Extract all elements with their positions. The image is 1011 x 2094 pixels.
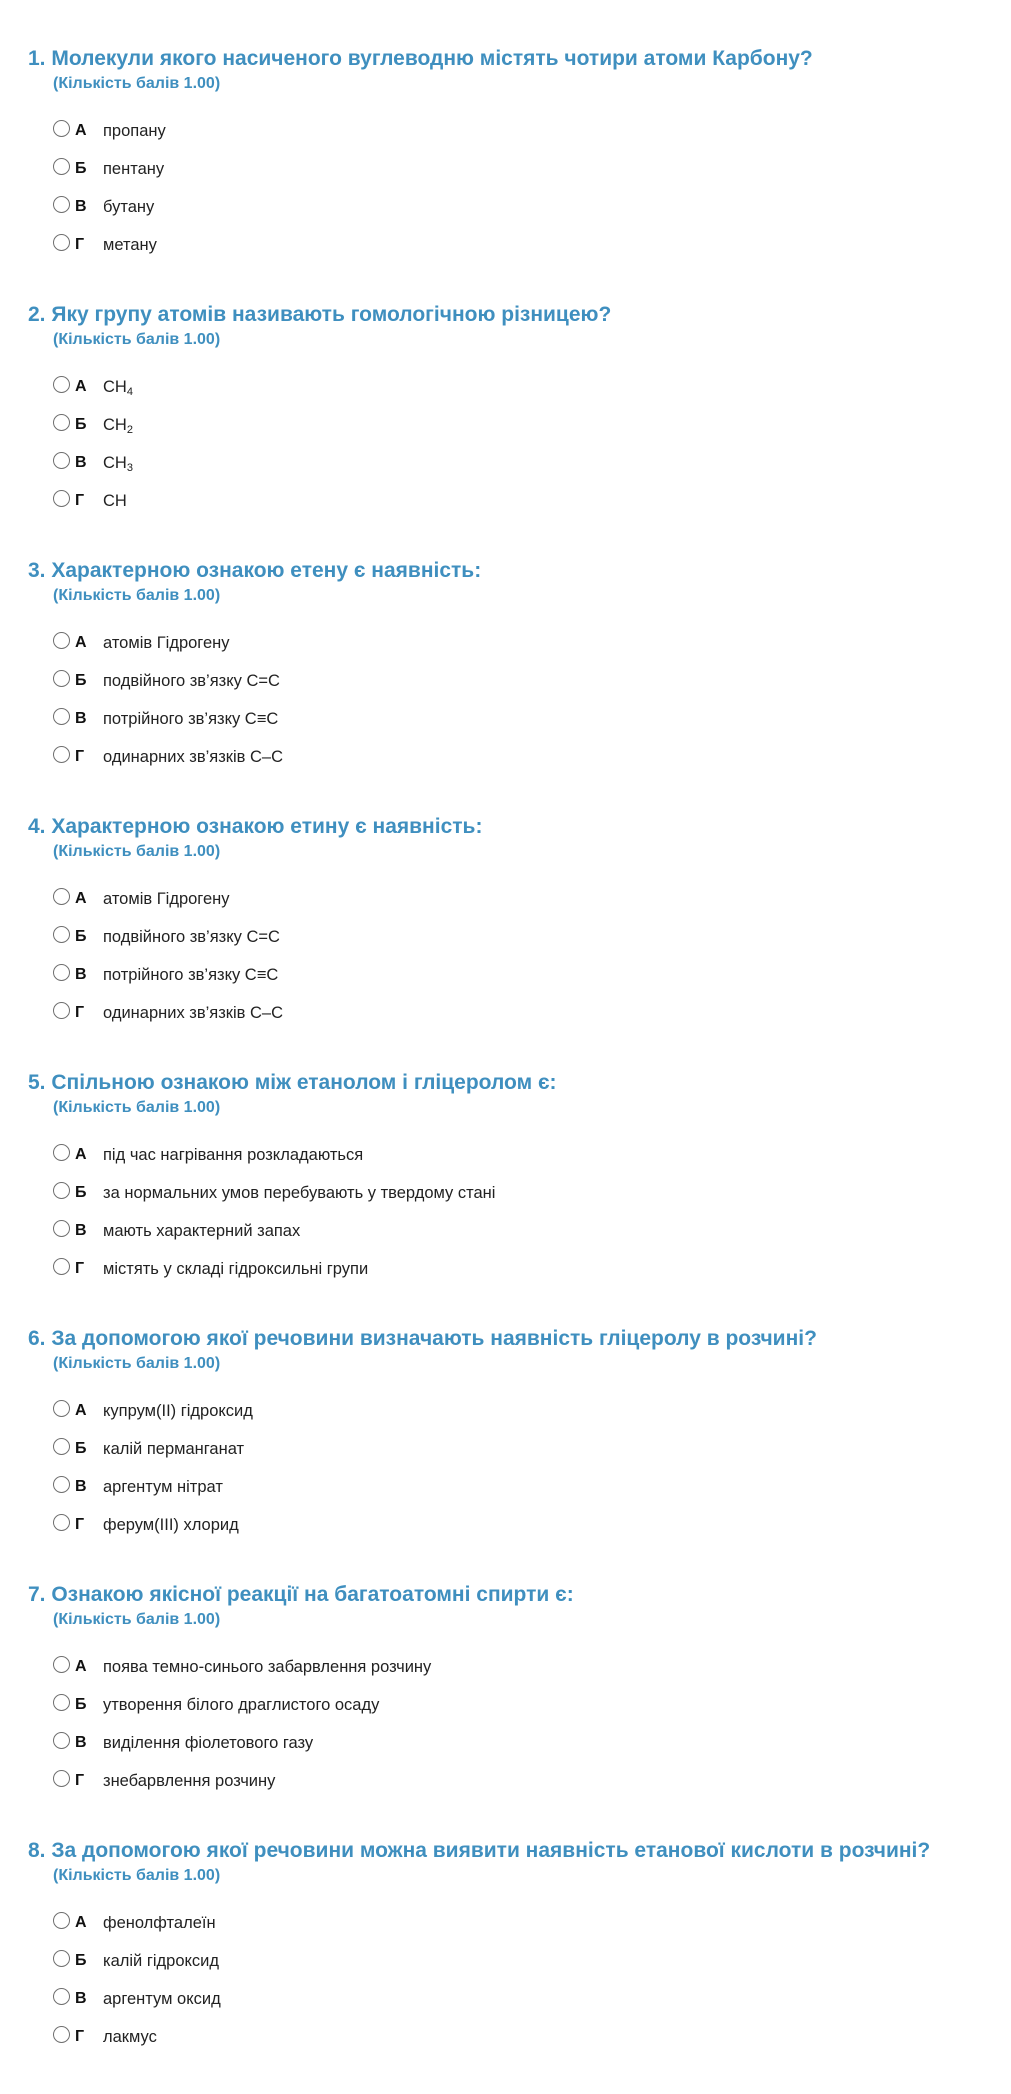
option-letter: Б <box>75 1184 87 1201</box>
answer-options <box>53 368 1011 520</box>
radio-button[interactable] <box>53 964 70 981</box>
answer-option[interactable] <box>53 1392 1011 1430</box>
option-text <box>103 492 127 511</box>
option-letter: Г <box>75 2028 85 2045</box>
answer-options <box>53 112 1011 264</box>
option-text <box>103 1952 219 1971</box>
option-text <box>103 416 133 435</box>
option-text-main: купрум(ІІ) гідроксид <box>103 1401 253 1420</box>
option-text-main: CH <box>103 415 127 434</box>
answer-option[interactable] <box>53 444 1011 482</box>
option-text-main: атомів Гідрогену <box>103 633 230 652</box>
answer-option[interactable] <box>53 1212 1011 1250</box>
radio-button[interactable] <box>53 158 70 175</box>
question-5 <box>28 1070 1011 1326</box>
option-letter: Г <box>75 1772 85 1789</box>
option-letter: А <box>75 890 87 907</box>
option-letter: Б <box>75 1440 87 1457</box>
option-text <box>103 2028 157 2047</box>
option-text-main: утворення білого драглистого осаду <box>103 1695 380 1714</box>
answer-options <box>53 1904 1011 2056</box>
radio-button[interactable] <box>53 1950 70 1967</box>
option-text-main: потрійного зв’язку С≡С <box>103 709 279 728</box>
option-text-main: лакмус <box>103 2027 157 2046</box>
option-letter: В <box>75 1222 87 1239</box>
option-text <box>103 1184 495 1203</box>
radio-button[interactable] <box>53 1732 70 1749</box>
radio-button[interactable] <box>53 2026 70 2043</box>
option-text <box>103 634 230 653</box>
answer-option[interactable] <box>53 368 1011 406</box>
option-letter: Г <box>75 492 85 509</box>
radio-button[interactable] <box>53 1656 70 1673</box>
option-text-main: містять у складі гідроксильні групи <box>103 1259 369 1278</box>
answer-options <box>53 624 1011 776</box>
option-text <box>103 748 283 767</box>
question-7 <box>28 1582 1011 1838</box>
option-letter: В <box>75 1990 87 2007</box>
question-points: (Кількість балів 1.00) <box>53 1867 221 1884</box>
radio-button[interactable] <box>53 926 70 943</box>
radio-button[interactable] <box>53 1400 70 1417</box>
radio-button[interactable] <box>53 708 70 725</box>
answer-option[interactable] <box>53 1686 1011 1724</box>
question-title: 5. Спільною ознакою між етанолом і гліцеролом є: <box>28 1071 557 1094</box>
option-text-main: подвійного зв’язку С=С <box>103 671 280 690</box>
answer-option[interactable] <box>53 1250 1011 1288</box>
answer-option[interactable] <box>53 918 1011 956</box>
answer-option[interactable] <box>53 1174 1011 1212</box>
radio-button[interactable] <box>53 1144 70 1161</box>
answer-option[interactable] <box>53 1762 1011 1800</box>
answer-option[interactable] <box>53 1468 1011 1506</box>
answer-option[interactable] <box>53 1942 1011 1980</box>
option-letter: А <box>75 378 87 395</box>
answer-option[interactable] <box>53 624 1011 662</box>
option-text-main: CH <box>103 453 127 472</box>
question-2 <box>28 302 1011 558</box>
option-letter: В <box>75 1734 87 1751</box>
radio-button[interactable] <box>53 746 70 763</box>
option-text <box>103 1772 275 1791</box>
answer-options <box>53 1648 1011 1800</box>
question-points: (Кількість балів 1.00) <box>53 1099 221 1116</box>
option-text-main: пропану <box>103 121 166 140</box>
option-text-main: знебарвлення розчину <box>103 1771 276 1790</box>
answer-option[interactable] <box>53 662 1011 700</box>
option-text-main: аргентум нітрат <box>103 1477 223 1496</box>
option-text-main: бутану <box>103 197 155 216</box>
question-3 <box>28 558 1011 814</box>
option-subscript: 4 <box>126 385 133 398</box>
radio-button[interactable] <box>53 1476 70 1493</box>
question-points: (Кількість балів 1.00) <box>53 843 221 860</box>
option-text-main: за нормальних умов перебувають у твердому стані <box>103 1183 496 1202</box>
option-text <box>103 1658 431 1677</box>
radio-button[interactable] <box>53 632 70 649</box>
answer-option[interactable] <box>53 1904 1011 1942</box>
option-subscript: 2 <box>126 423 133 436</box>
question-title: 8. За допомогою якої речовини можна виявити наявність етанової кислоти в розчині? <box>28 1839 931 1862</box>
option-letter: Б <box>75 1952 87 1969</box>
option-text-main: одинарних зв’язків С–С <box>103 747 284 766</box>
radio-button[interactable] <box>53 670 70 687</box>
answer-option[interactable] <box>53 994 1011 1032</box>
answer-options <box>53 1392 1011 1544</box>
option-text-main: фенолфталеїн <box>103 1913 216 1932</box>
answer-option[interactable] <box>53 226 1011 264</box>
radio-button[interactable] <box>53 1912 70 1929</box>
radio-button[interactable] <box>53 376 70 393</box>
option-text <box>103 1440 244 1459</box>
option-letter: Г <box>75 1260 85 1277</box>
option-text <box>103 198 154 217</box>
answer-option[interactable] <box>53 188 1011 226</box>
radio-button[interactable] <box>53 120 70 137</box>
question-title: 1. Молекули якого насиченого вуглеводню містять чотири атоми Карбону? <box>28 47 813 70</box>
option-text <box>103 1914 216 1933</box>
option-text-main: калій перманганат <box>103 1439 245 1458</box>
option-text <box>103 966 278 985</box>
answer-option[interactable] <box>53 2018 1011 2056</box>
option-text <box>103 1478 223 1497</box>
question-points: (Кількість балів 1.00) <box>53 1611 221 1628</box>
option-text <box>103 1260 368 1279</box>
radio-button[interactable] <box>53 888 70 905</box>
question-4 <box>28 814 1011 1070</box>
answer-option[interactable] <box>53 880 1011 918</box>
radio-button[interactable] <box>53 1770 70 1787</box>
option-text <box>103 928 280 947</box>
option-text-main: ферум(ІІІ) хлорид <box>103 1515 239 1534</box>
radio-button[interactable] <box>53 1182 70 1199</box>
option-text-main: поява темно-синього забарвлення розчину <box>103 1657 432 1676</box>
option-letter: В <box>75 454 87 471</box>
option-letter: В <box>75 966 87 983</box>
option-text-main: калій гідроксид <box>103 1951 220 1970</box>
radio-button[interactable] <box>53 1694 70 1711</box>
option-letter: В <box>75 1478 87 1495</box>
option-text <box>103 672 280 691</box>
option-text-main: під час нагрівання розкладаються <box>103 1145 364 1164</box>
option-letter: В <box>75 198 87 215</box>
option-text-main: потрійного зв’язку С≡С <box>103 965 279 984</box>
option-text <box>103 1990 221 2009</box>
option-letter: Г <box>75 1004 85 1021</box>
option-letter: А <box>75 634 87 651</box>
option-text <box>103 378 133 397</box>
answer-option[interactable] <box>53 700 1011 738</box>
option-text-main: пентану <box>103 159 165 178</box>
answer-options <box>53 1136 1011 1288</box>
answer-option[interactable] <box>53 1724 1011 1762</box>
radio-button[interactable] <box>53 234 70 251</box>
answer-option[interactable] <box>53 482 1011 520</box>
radio-button[interactable] <box>53 414 70 431</box>
option-letter: Б <box>75 672 87 689</box>
question-points: (Кількість балів 1.00) <box>53 587 221 604</box>
option-text <box>103 710 278 729</box>
answer-option[interactable] <box>53 1430 1011 1468</box>
answer-option[interactable] <box>53 956 1011 994</box>
option-letter: А <box>75 122 87 139</box>
question-title: 2. Яку групу атомів називають гомологічною різницею? <box>28 303 612 326</box>
option-letter: А <box>75 1914 87 1931</box>
option-text-main: атомів Гідрогену <box>103 889 230 908</box>
option-subscript: 3 <box>126 461 133 474</box>
option-text <box>103 1222 300 1241</box>
option-letter: Г <box>75 748 85 765</box>
radio-button[interactable] <box>53 490 70 507</box>
option-text-main: CH <box>103 377 127 396</box>
question-1 <box>28 46 1011 302</box>
radio-button[interactable] <box>53 452 70 469</box>
option-letter: В <box>75 710 87 727</box>
radio-button[interactable] <box>53 1220 70 1237</box>
option-text <box>103 1696 379 1715</box>
option-letter: Б <box>75 160 87 177</box>
answer-options <box>53 880 1011 1032</box>
option-text <box>103 236 157 255</box>
radio-button[interactable] <box>53 1988 70 2005</box>
question-6 <box>28 1326 1011 1582</box>
radio-button[interactable] <box>53 196 70 213</box>
option-text-main: аргентум оксид <box>103 1989 221 2008</box>
question-title: 6. За допомогою якої речовини визначають наявність гліцеролу в розчині? <box>28 1327 817 1350</box>
option-letter: А <box>75 1402 87 1419</box>
option-text <box>103 1516 239 1535</box>
option-text <box>103 454 133 473</box>
option-text <box>103 1402 253 1421</box>
option-text-main: мають характерний запах <box>103 1221 301 1240</box>
answer-option[interactable] <box>53 112 1011 150</box>
answer-option[interactable] <box>53 1136 1011 1174</box>
answer-option[interactable] <box>53 406 1011 444</box>
question-points: (Кількість балів 1.00) <box>53 75 221 92</box>
answer-option[interactable] <box>53 1506 1011 1544</box>
option-text <box>103 890 230 909</box>
option-letter: А <box>75 1146 87 1163</box>
option-text <box>103 1146 363 1165</box>
question-title: 7. Ознакою якісної реакції на багатоатомні спирти є: <box>28 1583 574 1606</box>
question-points: (Кількість балів 1.00) <box>53 1355 221 1372</box>
option-letter: Г <box>75 236 85 253</box>
option-letter: Г <box>75 1516 85 1533</box>
question-title: 3. Характерною ознакою етену є наявність: <box>28 559 482 582</box>
option-text-main: CH <box>103 491 127 510</box>
option-letter: Б <box>75 416 87 433</box>
question-title: 4. Характерною ознакою етину є наявність: <box>28 815 483 838</box>
radio-button[interactable] <box>53 1258 70 1275</box>
option-letter: А <box>75 1658 87 1675</box>
radio-button[interactable] <box>53 1438 70 1455</box>
option-text-main: виділення фіолетового газу <box>103 1733 314 1752</box>
option-text-main: одинарних зв’язків С–С <box>103 1003 284 1022</box>
option-text-main: подвійного зв’язку С=С <box>103 927 280 946</box>
option-text-main: метану <box>103 235 157 254</box>
radio-button[interactable] <box>53 1002 70 1019</box>
radio-button[interactable] <box>53 1514 70 1531</box>
answer-option[interactable] <box>53 1980 1011 2018</box>
option-letter: Б <box>75 928 87 945</box>
answer-option[interactable] <box>53 738 1011 776</box>
option-text <box>103 160 164 179</box>
answer-option[interactable] <box>53 1648 1011 1686</box>
option-letter: Б <box>75 1696 87 1713</box>
question-points: (Кількість балів 1.00) <box>53 331 221 348</box>
option-text <box>103 1734 313 1753</box>
question-8 <box>28 1838 1011 2094</box>
option-text <box>103 1004 283 1023</box>
option-text <box>103 122 166 141</box>
answer-option[interactable] <box>53 150 1011 188</box>
